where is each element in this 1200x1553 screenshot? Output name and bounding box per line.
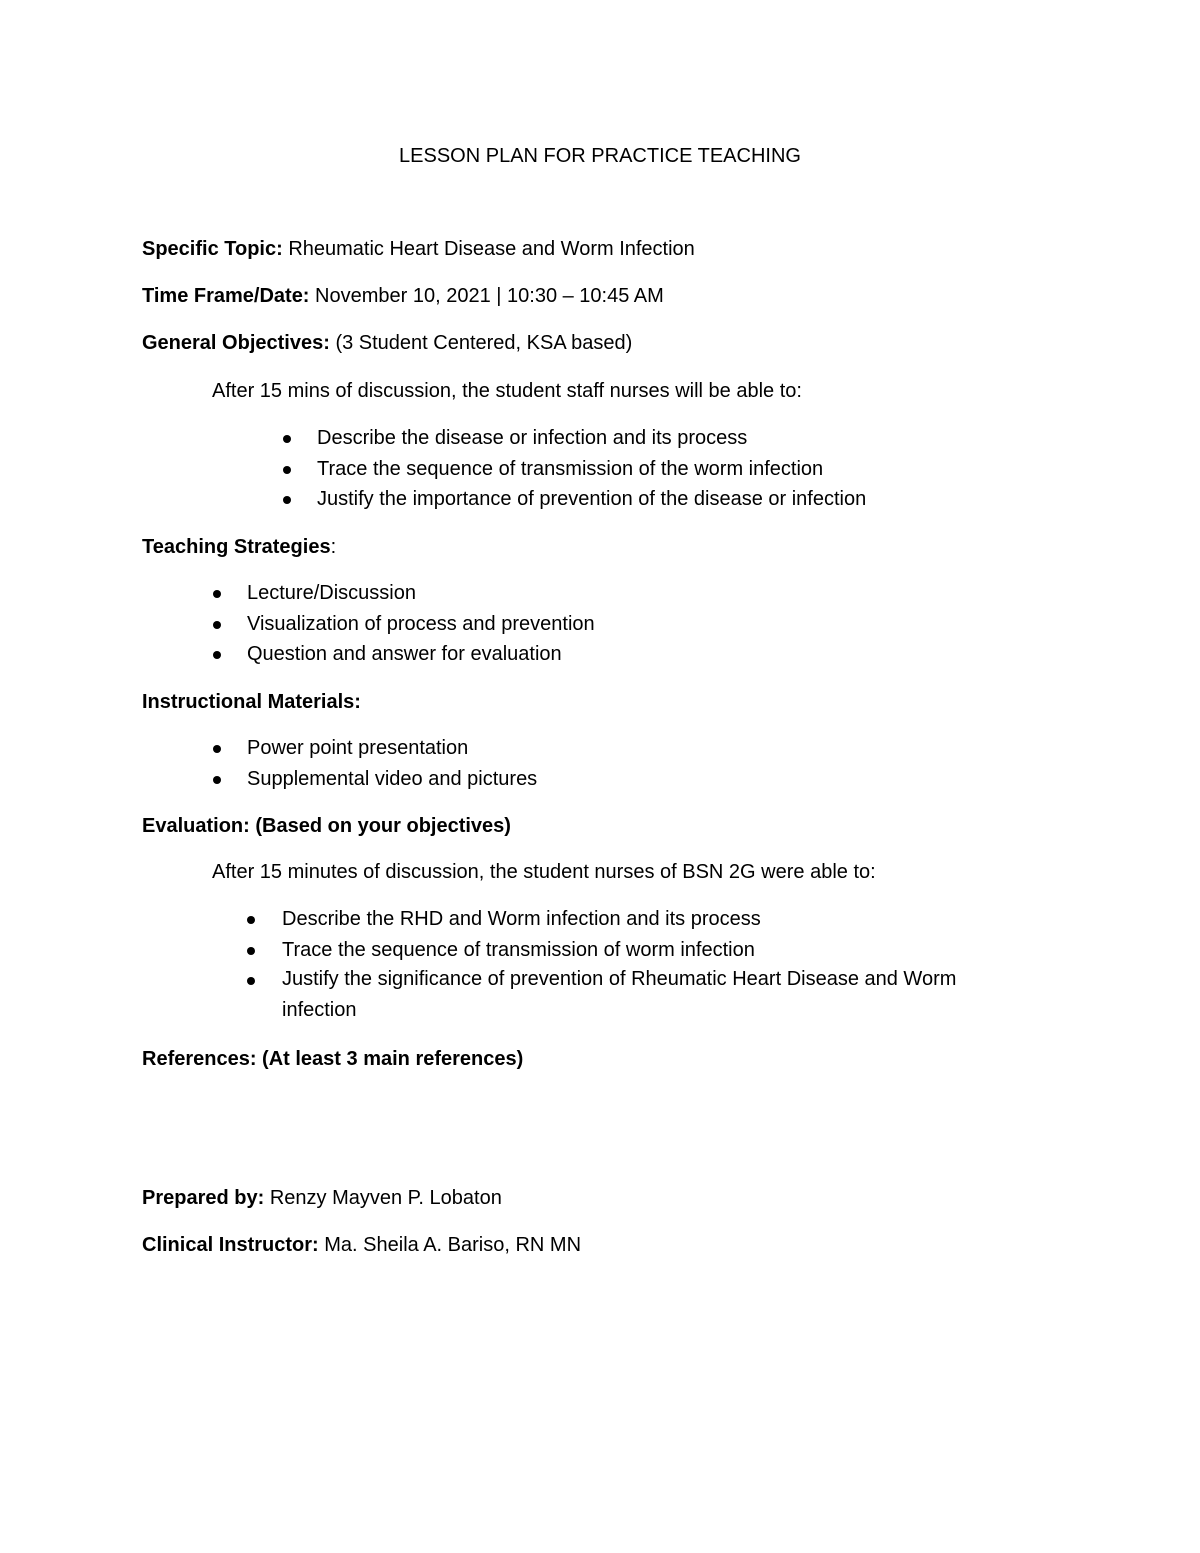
specific-topic-value: Rheumatic Heart Disease and Worm Infection (288, 238, 695, 260)
bullet-icon (247, 916, 255, 924)
specific-topic-line (142, 239, 695, 259)
prepared-by-label: Prepared by: (142, 1187, 265, 1209)
bullet-icon (283, 496, 291, 504)
bullet-icon (213, 590, 221, 598)
list-item-text: Question and answer for evaluation (247, 643, 562, 665)
evaluation-line (142, 816, 511, 836)
bullet-icon (213, 776, 221, 784)
teaching-strategies-line (142, 537, 336, 557)
bullet-icon (213, 651, 221, 659)
list-item-text: Visualization of process and prevention (247, 612, 595, 635)
teaching-strategies-colon: : (330, 536, 337, 558)
list-item-text: Describe the disease or infection and its process (317, 427, 748, 449)
document-title: LESSON PLAN FOR PRACTICE TEACHING (399, 145, 801, 167)
references-line (142, 1049, 523, 1069)
bullet-icon (247, 977, 255, 985)
list-item-text: Supplemental video and pictures (247, 767, 538, 790)
list-item-text: Trace the sequence of transmission of worm infection (282, 938, 755, 961)
general-objectives-intro: After 15 mins of discussion, the student staff nurses will be able to: (212, 380, 802, 402)
instructional-materials-line (142, 692, 361, 712)
evaluation-label: Evaluation: (Based on your objectives) (142, 815, 511, 837)
instructional-materials-label: Instructional Materials: (142, 691, 361, 713)
time-frame-label: Time Frame/Date: (142, 285, 310, 307)
list-item-text: Power point presentation (247, 737, 469, 759)
general-objectives-label: General Objectives: (142, 332, 330, 354)
bullet-icon (213, 745, 221, 753)
time-frame-line (142, 286, 664, 306)
time-frame-value: November 10, 2021 | 10:30 – 10:45 AM (315, 285, 664, 307)
evaluation-intro: After 15 minutes of discussion, the student nurses of BSN 2G were able to: (212, 861, 876, 883)
list-item-text: Justify the importance of prevention of the disease or infection (317, 488, 867, 510)
list-item-text: Describe the RHD and Worm infection and its process (282, 908, 761, 930)
bullet-icon (283, 435, 291, 443)
specific-topic-label: Specific Topic: (142, 238, 283, 260)
prepared-by-line (142, 1188, 502, 1208)
list-item-text: Lecture/Discussion (247, 582, 416, 604)
references-label: References: (At least 3 main references) (142, 1048, 524, 1070)
clinical-instructor-value: Ma. Sheila A. Bariso, RN MN (324, 1234, 582, 1256)
list-item-text: Justify the significance of prevention of Rheumatic Heart Disease and Worm infection (282, 968, 957, 1021)
clinical-instructor-line (142, 1235, 581, 1255)
teaching-strategies-label: Teaching Strategies (142, 536, 331, 558)
bullet-icon (213, 621, 221, 629)
bullet-icon (283, 466, 291, 474)
general-objectives-line (142, 333, 632, 353)
clinical-instructor-label: Clinical Instructor: (142, 1234, 319, 1256)
bullet-icon (247, 947, 255, 955)
prepared-by-value: Renzy Mayven P. Lobaton (269, 1187, 502, 1209)
general-objectives-value: (3 Student Centered, KSA based) (335, 332, 633, 354)
list-item-text: Trace the sequence of transmission of the worm infection (317, 457, 824, 480)
